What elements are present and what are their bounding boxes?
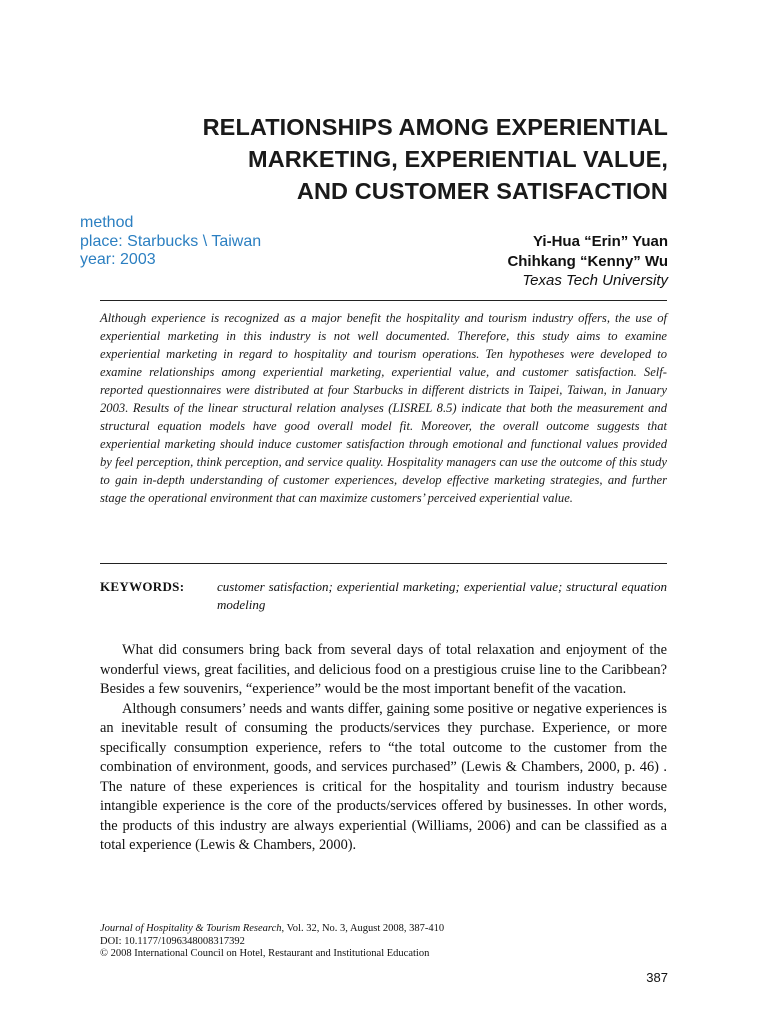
journal-name: Journal of Hospitality & Tourism Research (100, 923, 282, 934)
annotation-year: year: 2003 (80, 251, 156, 268)
journal-volume: , Vol. 32, No. 3, August 2008, 387-410 (281, 923, 445, 934)
abstract-top-rule (100, 300, 667, 301)
keywords-section (100, 578, 667, 614)
author-name: Yi-Hua “Erin” Yuan (532, 233, 668, 250)
author-block (507, 232, 668, 291)
page-number: 387 (646, 970, 668, 985)
keywords-label: KEYWORDS: (100, 579, 185, 594)
copyright: © 2008 International Council on Hotel, Restaurant and Institutional Education (100, 948, 430, 959)
handwritten-annotation (80, 214, 261, 270)
title-line-1: RELATIONSHIPS AMONG EXPERIENTIAL (202, 114, 668, 140)
footnote-block (100, 923, 667, 961)
body-paragraph: Although consumers’ needs and wants differ, gaining some positive or negative experiences is an inevitable result of consuming the products/services they purchase. Experience, or more specifically consumption experience, refers to “the total outcome to the customer from the combination of environment, goods, and services purchased” (Lewis & Chambers, 2000, p. 46) . The nature of these experiences is critical for the hospitality and tourism industry because intangible experience is the core of the products/services offered by businesses. In other words, the products of this industry are always experiential (Williams, 2006) and can be classified as a total experience (Lewis & Chambers, 2000). (100, 700, 667, 853)
annotation-place: place: Starbucks \ Taiwan (80, 232, 262, 250)
keywords-text: customer satisfaction; experiential marketing; experiential value; structural equation modeling (217, 579, 667, 612)
abstract-bottom-rule (100, 563, 667, 564)
abstract: Although experience is recognized as a major benefit the hospitality and tourism industry offers, the use of experiential marketing in this industry is not well documented. Therefore, this study aims to examine experiential marketing in regard to hospitality and tourism operations. Ten hypotheses were developed to examine relationships among experiential marketing, experiential value, and customer satisfaction. Self-reported questionnaires were distributed at four Starbucks in different districts in Taipei, Taiwan, in January 2003. Results of the linear structural relation analyses (LISREL 8.5) indicate that both the measurement and structural equation models have good overall model fit. Moreover, the overall outcome suggests that experiential marketing should induce customer satisfaction through emotional and functional values provided by feel perception, think perception, and service quality. Hospitality managers can use the outcome of this study to gain in-depth understanding of customer experiences, develop effective marketing strategies, and further stage the operational environment that can maximize customers’ perceived experiential value. (100, 311, 667, 505)
journal-citation (100, 923, 667, 936)
author-name: Chihkang “Kenny” Wu (507, 252, 668, 270)
title-line-2: MARKETING, EXPERIENTIAL VALUE, (248, 146, 668, 172)
author-affiliation: Texas Tech University (522, 272, 668, 289)
body-text (100, 641, 667, 856)
annotation-method: method (80, 214, 134, 231)
doi: DOI: 10.1177/1096348008317392 (100, 935, 245, 947)
article-title (68, 111, 668, 207)
body-paragraph: What did consumers bring back from several days of total relaxation and enjoyment of the wonderful views, great facilities, and delicious food on a prestigious cruise line to the Caribbean? Besides a few souvenirs, “experience” would be the most important benefit of the vacation. (100, 642, 667, 697)
title-line-3: AND CUSTOMER SATISFACTION (296, 178, 668, 204)
